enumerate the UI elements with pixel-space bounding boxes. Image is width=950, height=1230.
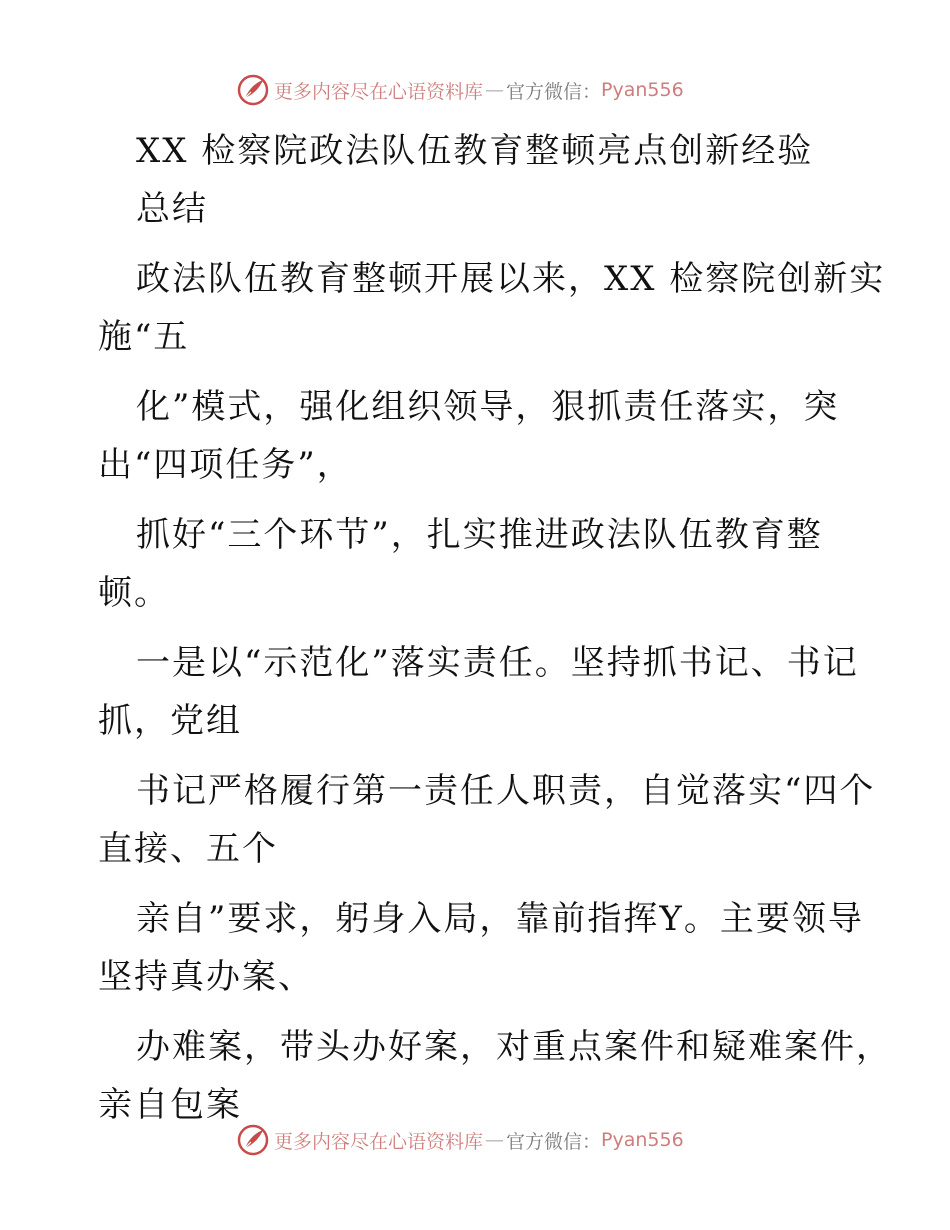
doc-title-line-1: XX 检察院政法队伍教育整顿亮点创新经验	[136, 131, 814, 171]
watermark-main-text: 更多内容尽在心语资料库	[274, 1130, 484, 1153]
doc-paragraph-line: 亲自包案	[98, 1085, 242, 1125]
watermark-footer	[236, 1120, 684, 1160]
doc-paragraph-line: 抓，党组	[98, 701, 242, 741]
quill-logo-icon	[236, 73, 270, 107]
doc-paragraph-line: 抓好“三个环节”，扎实推进政法队伍教育整	[136, 515, 823, 555]
doc-paragraph-line: 坚持真办案、	[98, 957, 314, 997]
watermark-wechat-id: Pyan556	[601, 79, 684, 101]
doc-paragraph-line: 办难案，带头办好案，对重点案件和疑难案件，	[136, 1027, 892, 1067]
watermark-main-text: 更多内容尽在心语资料库	[274, 80, 484, 103]
watermark-separator: —	[485, 1129, 505, 1151]
doc-paragraph-line: 出“四项任务”，	[98, 445, 353, 485]
doc-paragraph-line: 化”模式，强化组织领导，狠抓责任落实，突	[136, 387, 840, 427]
doc-paragraph-line: 亲自”要求，躬身入局，靠前指挥Y。主要领导	[136, 899, 864, 939]
watermark-wechat-id: Pyan556	[601, 1129, 684, 1151]
doc-paragraph-line: 政法队伍教育整顿开展以来，XX 检察院创新实	[136, 259, 886, 299]
doc-paragraph-line: 书记严格履行第一责任人职责，自觉落实“四个	[136, 771, 876, 811]
doc-paragraph-line: 施“五	[98, 317, 190, 357]
watermark-official-label: 官方微信：	[506, 1130, 602, 1153]
quill-logo-icon	[236, 1123, 270, 1157]
doc-paragraph-line: 一是以“示范化”落实责任。坚持抓书记、书记	[136, 643, 859, 683]
doc-title-line-2: 总结	[136, 189, 208, 229]
document-body	[98, 122, 892, 1134]
doc-paragraph-line: 顿。	[98, 573, 170, 613]
watermark-official-label: 官方微信：	[506, 80, 602, 103]
doc-paragraph-line: 直接、五个	[98, 829, 278, 869]
watermark-header	[236, 70, 684, 110]
watermark-separator: —	[485, 79, 505, 101]
